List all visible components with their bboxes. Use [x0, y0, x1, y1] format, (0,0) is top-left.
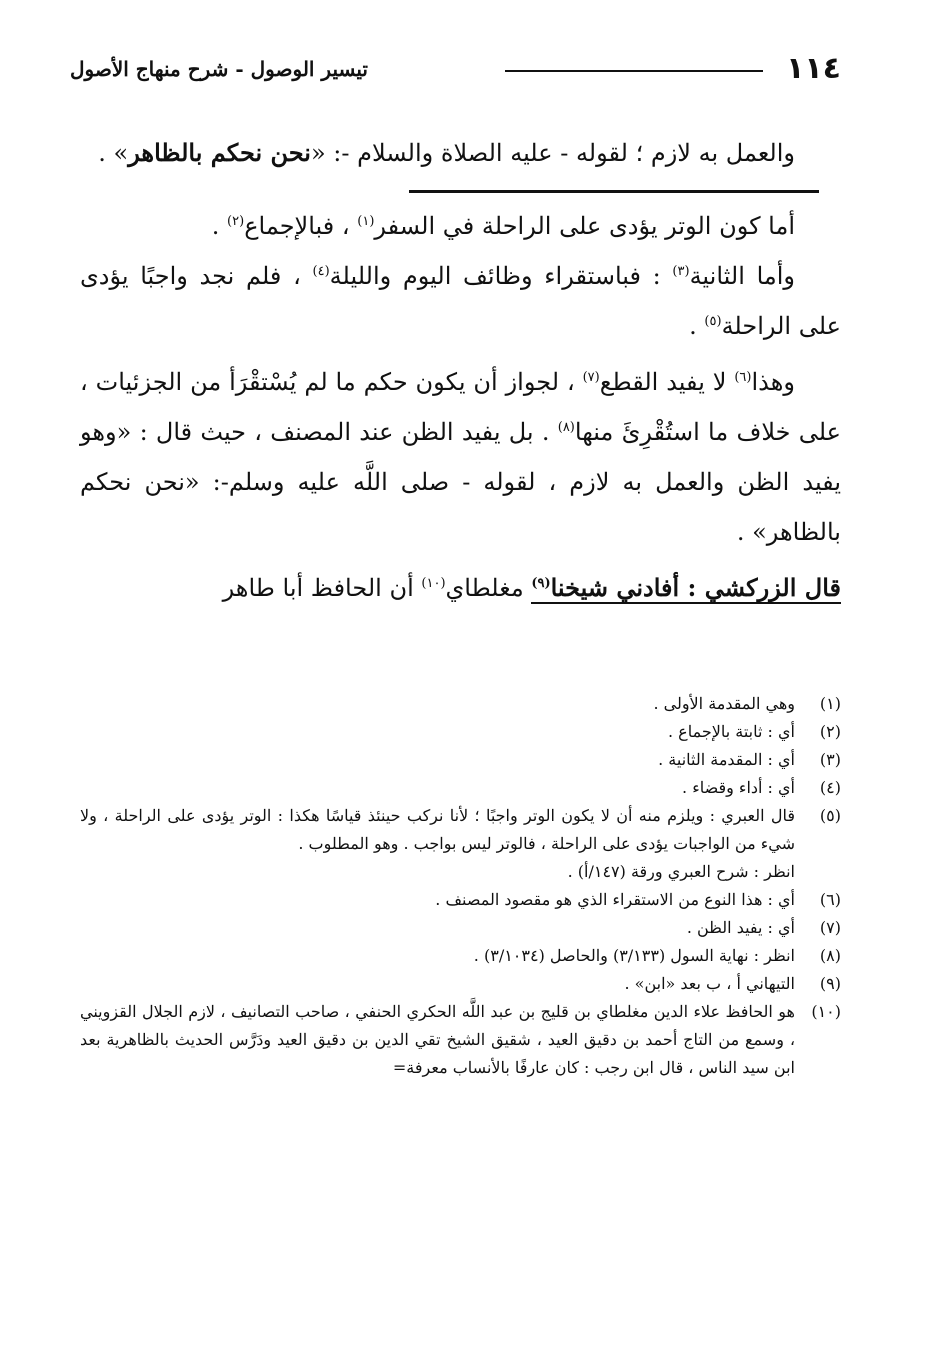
hadith-paragraph: [80, 128, 841, 178]
footnote-number: (٧): [819, 918, 841, 937]
footnote-ref-5[interactable]: (٥): [704, 314, 722, 329]
text-run: مغلطاي: [445, 574, 532, 602]
text-run: وهذا: [751, 368, 795, 396]
footnote-number: (٤): [819, 778, 841, 797]
footnote-text: أي : ثابتة بالإجماع .: [668, 722, 795, 741]
footnote: [80, 802, 841, 858]
paragraph-second-premise: [80, 251, 841, 351]
footnote: [80, 690, 841, 718]
footnote-ref-8[interactable]: (٨): [557, 420, 575, 435]
footnote-text: انظر : شرح العبري ورقة (١٤٧/أ) .: [567, 862, 795, 881]
footnote-ref-7[interactable]: (٧): [582, 370, 600, 385]
book-title: تيسير الوصول - شرح منهاج الأصول: [70, 57, 368, 81]
footnote: [80, 970, 841, 998]
footnote-text: أي : المقدمة الثانية .: [658, 750, 795, 769]
footnote: [80, 942, 841, 970]
page-number: ١١٤: [786, 51, 841, 86]
footnote: [80, 998, 841, 1082]
running-header: [70, 44, 841, 94]
text-run: ، فبالإجماع: [244, 212, 358, 240]
footnote-number: (٥): [819, 806, 841, 825]
hadith-intro: والعمل به لازم ؛ لقوله - عليه الصلاة والسلام -: «: [310, 139, 795, 167]
text-run: . بل يفيد الظن عند المصنف ، حيث قال : «وهو يفيد الظن والعمل به لازم ، لقوله - صلى اللَّه عليه وسلم-: «نحن نحكم بالظاهر» .: [80, 418, 841, 546]
footnote-ref-4[interactable]: (٤): [312, 264, 330, 279]
footnote-reference: [80, 858, 841, 886]
footnote-text: التيهاني أ ، ب بعد «ابن» .: [624, 974, 795, 993]
text-run: أما كون الوتر يؤدى على الراحلة في السفر: [374, 212, 795, 240]
text-run: .: [689, 312, 705, 340]
header-divider: [505, 70, 763, 72]
text-run: وأما الثانية: [689, 262, 795, 290]
footnote-text: قال العبري : ويلزم منه أن لا يكون الوتر واجبًا ؛ لأنا نركب حينئذ قياسًا هكذا : الوتر يؤدى على الراحلة ، ولا شيء من الواجبات يؤدى على الراحلة ، فالوتر ليس بواجب . وهو المطلوب .: [80, 806, 795, 853]
footnote-text: انظر : نهاية السول (٣/١٣٣) والحاصل (٣/١٠٣٤) .: [473, 946, 795, 965]
footnote-number: (٨): [819, 946, 841, 965]
footnote-text: هو الحافظ علاء الدين مغلطاي بن قليج بن عبد اللَّه الحكري الحنفي ، صاحب التصانيف ، لازم الجلال القزويني ، وسمع من التاج أحمد بن دقيق العيد ، شقيق الشيخ تقي الدين بن دقيق العيد ودَرَّس الحديث بالظاهرية بعد ابن سيد الناس ، قال ابن رجب : كان عارفًا بالأنساب معرفة=: [80, 1002, 795, 1077]
paragraph-consensus: [80, 201, 841, 251]
footnote-number: (٢): [819, 722, 841, 741]
footnote-number: (٩): [819, 974, 841, 993]
text-run: أن الحافظ أبا طاهر: [222, 574, 422, 602]
footnotes: [80, 690, 841, 1082]
footnote-number: (١٠): [811, 1002, 841, 1021]
footnote-text: أي : يفيد الظن .: [686, 918, 795, 937]
footnote-ref-10[interactable]: (١٠): [421, 576, 446, 591]
text-run: : فباستقراء وظائف اليوم والليلة: [329, 262, 673, 290]
text-run: .: [211, 212, 228, 240]
footnote-text: وهي المقدمة الأولى .: [653, 694, 795, 713]
text-run: قال الزركشي : أفادني شيخنا: [550, 573, 841, 602]
footnote: [80, 914, 841, 942]
footnote: [80, 718, 841, 746]
footnote-text: أي : أداء وقضاء .: [682, 778, 795, 797]
footnote-number: (٣): [819, 750, 841, 769]
main-text: [80, 128, 841, 613]
footnote: [80, 774, 841, 802]
section-divider: [409, 190, 819, 193]
text-run: لا يفيد القطع: [599, 368, 735, 396]
footnote-ref-2[interactable]: (٢): [227, 214, 245, 229]
footnote-number: (١): [819, 694, 841, 713]
paragraph-induction: [80, 357, 841, 557]
footnote-ref-9[interactable]: (٩): [531, 576, 551, 591]
hadith-close: » .: [98, 139, 129, 167]
footnote: [80, 886, 841, 914]
footnote-text: أي : هذا النوع من الاستقراء الذي هو مقصود المصنف .: [435, 890, 795, 909]
footnote-number: (٦): [819, 890, 841, 909]
text-run: ، لجواز أن يكون حكم ما لم يُسْتقْرَأ من الجزئيات ، على خلاف ما استُقْرِئَ منها: [80, 368, 841, 446]
paragraph-zarkashi: [80, 563, 841, 613]
footnote-ref-3[interactable]: (٣): [672, 264, 690, 279]
zarkashi-lead: [531, 573, 841, 604]
footnote-ref-6[interactable]: (٦): [734, 370, 752, 385]
footnote-ref-1[interactable]: (١): [357, 214, 375, 229]
hadith-quote: نحن نحكم بالظاهر: [128, 138, 311, 167]
footnote: [80, 746, 841, 774]
text-run: ، فلم نجد واجبًا يؤدى على الراحلة: [80, 262, 841, 340]
